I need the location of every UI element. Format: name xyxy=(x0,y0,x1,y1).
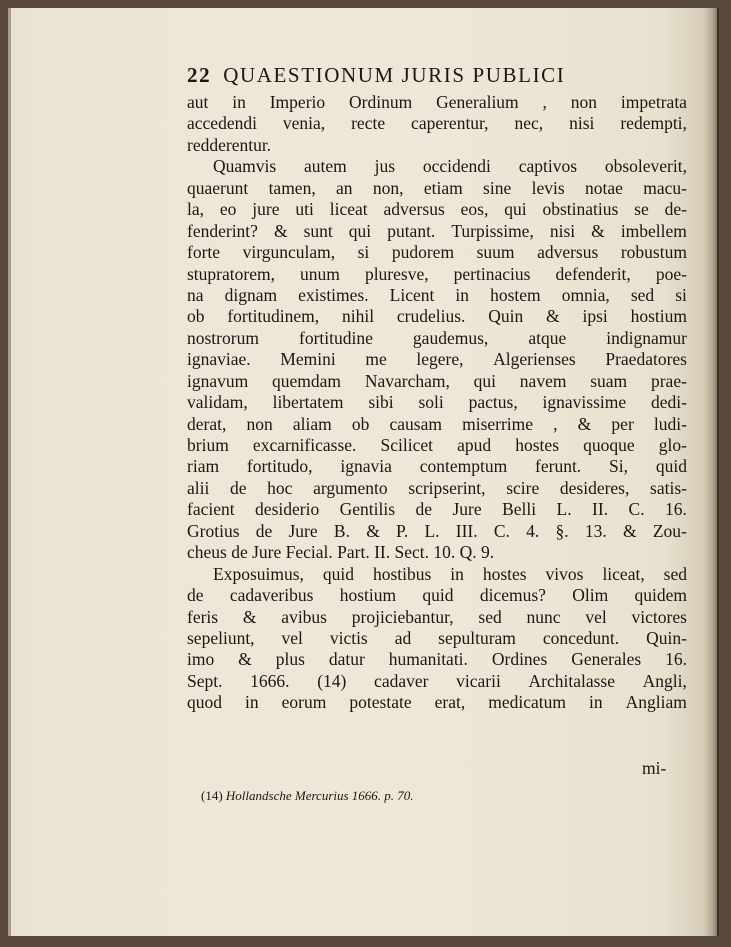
text-line: ob fortitudinem, nihil crudelius. Quin & ipsi hostium xyxy=(187,306,687,327)
running-title: QUAESTIONUM JURIS PUBLICI xyxy=(223,63,566,87)
footnote xyxy=(201,788,414,804)
text-line: validam, libertatem sibi soli pactus, ignavissime dedi- xyxy=(187,392,687,413)
text-block xyxy=(187,58,687,714)
text-line: ignaviae. Memini me legere, Algerienses Praedatores xyxy=(187,349,687,370)
text-line: riam fortitudo, ignavia contemptum ferunt. Si, quid xyxy=(187,456,687,477)
text-line: Sept. 1666. (14) cadaver vicarii Architalasse Angli, xyxy=(187,670,687,691)
footnote-text: Hollandsche Mercurius 1666. p. 70. xyxy=(225,788,414,803)
text-line: na dignam existimes. Licent in hostem omnia, sed si xyxy=(187,284,687,305)
text-line: accedendi venia, recte caperentur, nec, nisi redempti, xyxy=(187,113,687,134)
running-header xyxy=(187,58,687,92)
text-line: facient desiderio Gentilis de Jure Belli L. II. C. 16. xyxy=(187,499,687,520)
text-line: quaerunt tamen, an non, etiam sine levis notae macu- xyxy=(187,177,687,198)
text-line: forte virgunculam, si pudorem suum adversus robustum xyxy=(187,242,687,263)
text-line: brium excarnificasse. Scilicet apud hostes quoque glo- xyxy=(187,435,687,455)
text-line: ignavum quemdam Navarcham, qui navem suam prae- xyxy=(187,370,687,391)
text-line: Grotius de Jure B. & P. L. III. C. 4. §. 13. & Zou- xyxy=(187,520,687,541)
catchword: mi- xyxy=(642,758,667,778)
text-line: aut in Imperio Ordinum Generalium , non impetrata xyxy=(187,92,687,112)
page-number: 22 xyxy=(187,63,212,87)
text-line: cheus de Jure Fecial. Part. II. Sect. 10. Q. 9. xyxy=(187,542,495,563)
book-spine-edge xyxy=(717,8,719,936)
text-line: feris & avibus projiciebantur, sed nunc vel victores xyxy=(187,606,687,627)
text-line: alii de hoc argumento scripserint, scire desideres, satis- xyxy=(187,477,687,498)
text-line: imo & plus datur humanitati. Ordines Generales 16. xyxy=(187,649,687,670)
text-line: Quamvis autem jus occidendi captivos obsoleverit, xyxy=(213,156,687,177)
text-line: la, eo jure uti liceat adversus eos, qui obstinatius se de- xyxy=(187,199,687,220)
body-text xyxy=(187,92,687,714)
text-line: stupratorem, unum pluresve, pertinacius defenderit, poe- xyxy=(187,263,687,284)
text-line: sepeliunt, vel victis ad sepulturam concedunt. Quin- xyxy=(187,627,687,648)
text-line: quod in eorum potestate erat, medicatum in Angliam xyxy=(187,692,687,713)
text-line: fenderint? & sunt qui putant. Turpissime, nisi & imbellem xyxy=(187,220,687,241)
text-line: de cadaveribus hostium quid dicemus? Olim quidem xyxy=(187,585,687,606)
text-line: Exposuimus, quid hostibus in hostes vivos liceat, sed xyxy=(213,563,687,584)
footnote-marker: (14) xyxy=(201,788,223,803)
text-line: derat, non aliam ob causam miserrime , & per ludi- xyxy=(187,413,687,434)
text-line: redderentur. xyxy=(187,134,272,155)
text-line: nostrorum fortitudine gaudemus, atque indignamur xyxy=(187,327,687,348)
